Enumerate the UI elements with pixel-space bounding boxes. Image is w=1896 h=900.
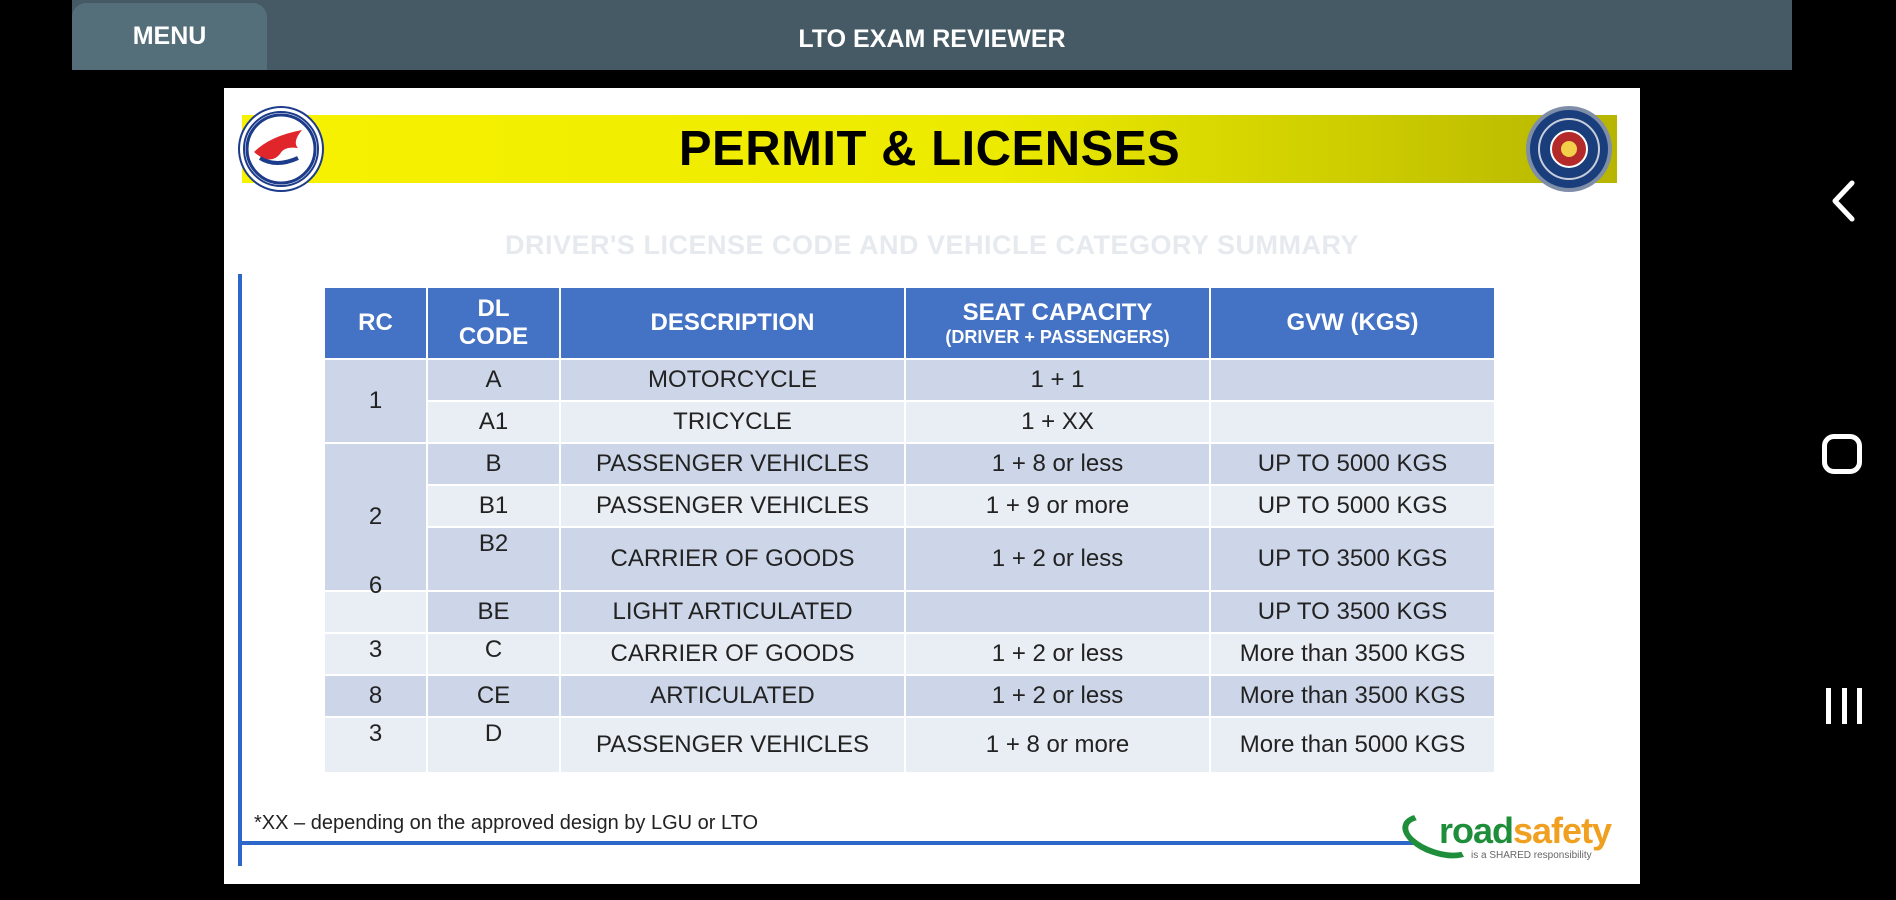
- cell-dl-code: B1: [427, 485, 560, 527]
- header-gvw: GVW (KGS): [1210, 287, 1495, 359]
- cell-seat-capacity: 1 + 8 or less: [905, 443, 1210, 485]
- cell-dl-code: A: [427, 359, 560, 401]
- header-seat-capacity: [905, 287, 1210, 359]
- back-chevron-icon[interactable]: [1830, 180, 1856, 222]
- cell-dl-code: C: [427, 633, 560, 675]
- table-row: [324, 359, 1495, 401]
- table-row: [324, 401, 1495, 443]
- cell-seat-capacity: [905, 591, 1210, 633]
- title-banner: [242, 115, 1617, 183]
- cell-description: PASSENGER VEHICLES: [560, 717, 905, 773]
- license-code-table: [323, 286, 1496, 774]
- cell-description: ARTICULATED: [560, 675, 905, 717]
- vertical-rule: [238, 274, 242, 866]
- cell-dl-code: B2: [427, 527, 560, 591]
- lto-seal-icon: [1526, 106, 1612, 192]
- road-safety-logo: [1399, 810, 1629, 866]
- header-dl-code-label: DL CODE: [458, 295, 529, 350]
- cell-rc: 3: [324, 717, 427, 773]
- footnote: *XX – depending on the approved design by LGU or LTO: [254, 812, 759, 834]
- cell-dl-code: BE: [427, 591, 560, 633]
- app-header: [72, 0, 1792, 70]
- cell-gvw: More than 3500 KGS: [1210, 675, 1495, 717]
- table-row: [324, 633, 1495, 675]
- table-row: [324, 591, 1495, 633]
- cell-gvw: UP TO 3500 KGS: [1210, 527, 1495, 591]
- home-icon[interactable]: [1822, 434, 1862, 474]
- cell-seat-capacity: 1 + 9 or more: [905, 485, 1210, 527]
- road-safety-road: road: [1439, 810, 1514, 851]
- cell-seat-capacity: 1 + 2 or less: [905, 675, 1210, 717]
- cell-dl-code: D: [427, 717, 560, 773]
- road-safety-wordmark: [1439, 810, 1611, 852]
- slide-image: [224, 88, 1640, 884]
- cell-seat-capacity: 1 + 1: [905, 359, 1210, 401]
- cell-rc: [324, 572, 427, 633]
- cell-description: LIGHT ARTICULATED: [560, 591, 905, 633]
- cell-dl-code: CE: [427, 675, 560, 717]
- horizontal-rule: [238, 841, 1418, 845]
- cell-description: CARRIER OF GOODS: [560, 633, 905, 675]
- banner-title: PERMIT & LICENSES: [678, 122, 1181, 176]
- cell-gvw: [1210, 359, 1495, 401]
- recents-icon[interactable]: [1826, 688, 1862, 724]
- cell-rc-label: 6: [368, 572, 383, 599]
- header-rc: RC: [324, 287, 427, 359]
- cell-description: CARRIER OF GOODS: [560, 527, 905, 591]
- table-row: [324, 675, 1495, 717]
- cell-gvw: More than 3500 KGS: [1210, 633, 1495, 675]
- cell-seat-capacity: 1 + 2 or less: [905, 633, 1210, 675]
- table-row: [324, 527, 1495, 591]
- cell-seat-capacity: 1 + 2 or less: [905, 527, 1210, 591]
- cell-rc: 8: [324, 675, 427, 717]
- header-seat-capacity-sub: (DRIVER + PASSENGERS): [945, 326, 1170, 347]
- road-safety-tagline: is a SHARED responsibility: [1471, 850, 1592, 861]
- cell-gvw: UP TO 3500 KGS: [1210, 591, 1495, 633]
- cell-gvw: UP TO 5000 KGS: [1210, 443, 1495, 485]
- dotr-seal-icon: [238, 106, 324, 192]
- table-row: [324, 485, 1495, 527]
- cell-dl-code: B: [427, 443, 560, 485]
- road-safety-safety: safety: [1513, 810, 1612, 851]
- app-title: LTO EXAM REVIEWER: [798, 24, 1066, 53]
- cell-rc: 3: [324, 633, 427, 675]
- cell-seat-capacity: 1 + XX: [905, 401, 1210, 443]
- cell-gvw: [1210, 401, 1495, 443]
- cell-description: PASSENGER VEHICLES: [560, 485, 905, 527]
- table-row: [324, 717, 1495, 773]
- header-dl-code: [427, 287, 560, 359]
- cell-seat-capacity: 1 + 8 or more: [905, 717, 1210, 773]
- cell-description: PASSENGER VEHICLES: [560, 443, 905, 485]
- header-seat-capacity-label: SEAT CAPACITY: [962, 298, 1153, 326]
- cell-description: MOTORCYCLE: [560, 359, 905, 401]
- menu-button[interactable]: MENU: [72, 3, 267, 70]
- cell-gvw: More than 5000 KGS: [1210, 717, 1495, 773]
- table-row: [324, 443, 1495, 485]
- cell-rc: 2: [324, 443, 427, 591]
- table-subheading: DRIVER'S LICENSE CODE AND VEHICLE CATEGORY SUMMARY: [505, 230, 1359, 260]
- cell-rc: 1: [324, 359, 427, 443]
- table-header-row: [324, 287, 1495, 359]
- cell-gvw: UP TO 5000 KGS: [1210, 485, 1495, 527]
- header-description: DESCRIPTION: [560, 287, 905, 359]
- cell-dl-code: A1: [427, 401, 560, 443]
- cell-description: TRICYCLE: [560, 401, 905, 443]
